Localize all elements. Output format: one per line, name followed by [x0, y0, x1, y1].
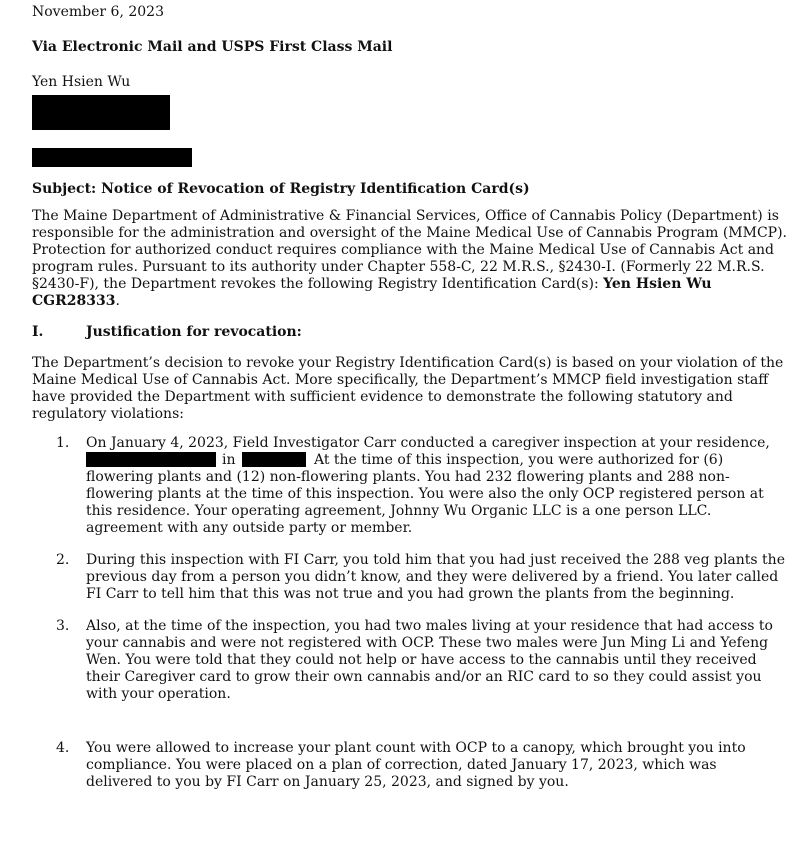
list-item-line: During this inspection with FI Carr, you told him that you had just received the 288 veg plants the — [86, 552, 785, 568]
list-item-line: flowering plants at the time of this inspection. You were also the only OCP registered person at — [86, 486, 764, 502]
list-item-number: 3. — [56, 618, 70, 634]
list-item — [56, 435, 770, 537]
intro-line-with-card-holder — [32, 276, 752, 293]
list-item-line: delivered to you by FI Carr on January 25, 2023, and signed by you. — [86, 774, 569, 790]
letter-page — [32, 4, 788, 791]
justification-line: regulatory violations: — [32, 406, 184, 422]
intro-line: program rules. Pursuant to its authority under Chapter 558-C, 22 M.R.S., §2430-I. (Formerly 22 M.R.S. — [32, 259, 765, 275]
list-item-line: previous day from a person you didn’t know, and they were delivered by a friend. You later called — [86, 569, 779, 585]
list-item-line: their Caregiver card to grow their own cannabis and/or an RIC card to so they could assist you — [86, 669, 762, 685]
section-title: Justification for revocation: — [86, 324, 302, 340]
list-item-number: 2. — [56, 552, 70, 568]
letter-date: November 6, 2023 — [32, 4, 164, 20]
list-item-line: Also, at the time of the inspection, you had two males living at your residence that had access to — [86, 618, 773, 634]
redacted-town — [242, 452, 306, 467]
list-item-line: with your operation. — [86, 686, 231, 702]
intro-paragraph — [32, 208, 788, 310]
list-item-line: You were allowed to increase your plant count with OCP to a canopy, which brought you into — [86, 740, 746, 756]
list-item-line: agreement with any outside party or member. — [86, 520, 413, 536]
list-item-line: this residence. Your operating agreement, Johnny Wu Organic LLC is a one person LLC. — [86, 503, 712, 519]
list-item-line: Wen. You were told that they could not help or have access to the cannabis until they received — [86, 652, 757, 668]
list-item-line: your cannabis and were not registered with OCP. These two males were Jun Ming Li and Yefeng — [86, 635, 769, 651]
recipient-name: Yen Hsien Wu — [32, 74, 131, 90]
intro-line-card-id — [32, 293, 752, 310]
violations-list — [32, 435, 785, 791]
list-item-line: flowering plants and (12) non-flowering plants. You had 232 flowering plants and 288 non- — [86, 469, 730, 485]
list-item-line: compliance. You were placed on a plan of correction, dated January 17, 2023, which was — [86, 757, 717, 773]
justification-line: have provided the Department with sufficient evidence to demonstrate the following statutory and — [32, 389, 733, 405]
delivery-method: Via Electronic Mail and USPS First Class Mail — [32, 39, 393, 55]
justification-paragraph — [32, 355, 784, 423]
subject-line: Subject: Notice of Revocation of Registry Identification Card(s) — [32, 181, 530, 197]
list-item-line: On January 4, 2023, Field Investigator Carr conducted a caregiver inspection at your residence, — [86, 435, 770, 451]
intro-end: . — [115, 293, 120, 309]
intro-line: §2430-F), the Department revokes the following Registry Identification Card(s): — [32, 276, 604, 292]
redacted-address-block — [32, 95, 170, 130]
list-item-number: 1. — [56, 435, 70, 451]
list-item-line: FI Carr to tell him that this was not true and you had grown the plants from the beginning. — [86, 586, 735, 602]
list-item-line: At the time of this inspection, you were authorized for (6) — [313, 452, 724, 468]
list-item-number: 4. — [56, 740, 70, 756]
list-item-body — [86, 552, 785, 603]
section-number: I. — [32, 324, 44, 340]
intro-line: responsible for the administration and oversight of the Maine Medical Use of Cannabis Program (MMCP). — [32, 225, 788, 241]
in-word: in — [222, 452, 236, 468]
list-item-body — [86, 435, 770, 537]
card-id: CGR28333 — [32, 293, 116, 309]
list-item-body — [86, 618, 773, 703]
list-item — [56, 618, 773, 703]
list-item-body — [86, 740, 752, 791]
list-item-line-redacted — [86, 452, 752, 469]
justification-line: The Department’s decision to revoke your Registry Identification Card(s) is based on your violation of the — [32, 355, 784, 371]
section-heading — [32, 324, 752, 341]
redacted-address-line — [32, 148, 192, 167]
card-holder-name: Yen Hsien Wu — [603, 276, 712, 292]
list-item — [56, 552, 785, 603]
redacted-street — [86, 452, 216, 467]
list-item — [56, 740, 752, 791]
intro-line: The Maine Department of Administrative & Financial Services, Office of Cannabis Policy (Department) is — [32, 208, 779, 224]
intro-line: Protection for authorized conduct requires compliance with the Maine Medical Use of Cannabis Act and — [32, 242, 775, 258]
justification-line: Maine Medical Use of Cannabis Act. More specifically, the Department’s MMCP field investigation staff — [32, 372, 769, 388]
